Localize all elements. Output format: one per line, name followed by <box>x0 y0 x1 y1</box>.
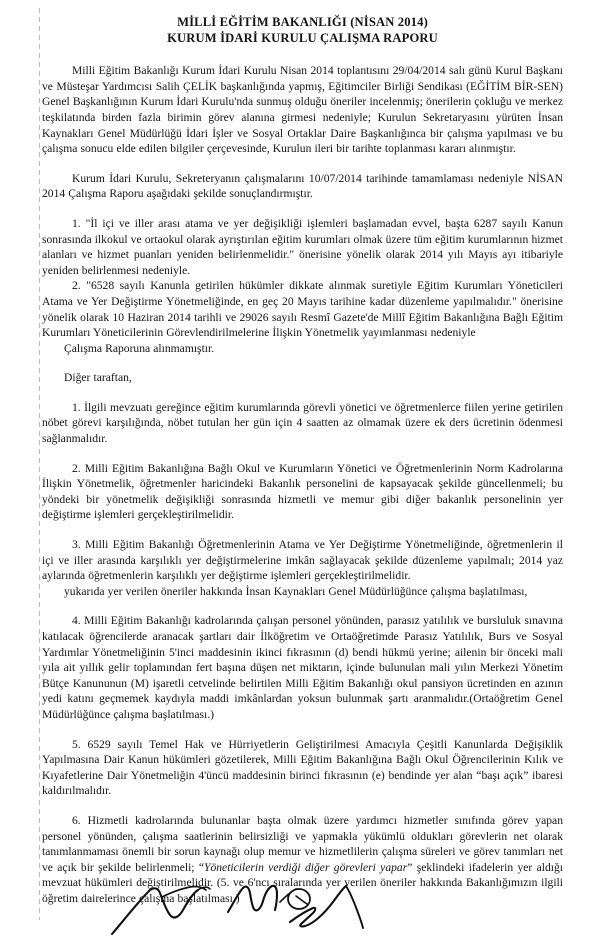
spacer <box>42 356 563 370</box>
paragraph-sub-item-2: 2. Milli Eğitim Bakanlığına Bağlı Okul ve Kurumların Yönetici ve Öğretmenlerinin Norm Kadrolarına İlişkin Yönetmelik, öğretmenler haricindeki Bakanlık personelini de kapsayacak şekilde güncellenmeli; bu yöndeki bir yönetmelik değişikliği sonrasında hizmetli ve memur gibi diğer bakanlık personelinin yer değiştirme işlemleri gerçekleştirilmelidir. <box>42 461 563 522</box>
spacer <box>42 723 563 737</box>
spacer <box>42 523 563 537</box>
page-title <box>42 12 563 46</box>
paragraph-sub-item-5: 5. 6529 sayılı Temel Hak ve Hürriyetlerin Geliştirilmesi Amacıyla Çeşitli Kanunlarda Değişiklik Yapılmasına Dair Kanun hükümleri gözetilerek, Milli Eğitim Bakanlığına Bağlı Okul Öğrencilerinin Kılık ve Kıyafetlerine Dair Yönetmeliğin 4'üncü maddesinin birinci fıkrasının (e) bendinde yer alan “başı açık” ibaresi kaldırılmalıdır. <box>42 737 563 798</box>
paragraph-item-2-tail: Çalışma Raporuna alınmamıştır. <box>64 341 215 355</box>
signature-block <box>110 884 430 937</box>
paragraph-sub-item-3-tail: yukarıda yer verilen öneriler hakkında İnsan Kaynakları Genel Müdürlüğünce çalışma başlatılması, <box>64 584 528 598</box>
scan-edge-artifact <box>39 8 40 920</box>
spacer <box>42 447 563 461</box>
spacer <box>42 599 563 613</box>
signature-strokes <box>110 884 430 937</box>
sub-item-6-text-a: 6. Hizmetli kadrolarında bulunanlar başta olmak üzere yardımcı hizmetler sınıfında görev yapan personel yönünden, çalışma saatlerinin belirsizliği ve yapmakla yükümlü oldukları görevlerin net olarak tanımlanmaması önemli bir sorun kaynağı olup memur ve hizmetlilerin çalışma süreleri ve görev tanımları net ve açık bir şekilde belirlenmeli; “ <box>42 813 563 874</box>
paragraph-item-1: 1. "İl içi ve iller arası atama ve yer değişikliği işlemleri başlamadan evvel, başta 6287 sayılı Kanun sonrasında ilkokul ve ortaokul olarak ayrıştırılan eğitim kurumları olmak üzere tüm eğitim kurumlarının hizmet alanları ve hizmet puanları yeniden belirlenmelidir." önerisine yönelik olarak 2014 yılı Mayıs ayı itibariyle yeniden belirlenmesi nedeniyle. <box>42 216 563 277</box>
paragraph-intro: Milli Eğitim Bakanlığı Kurum İdari Kurulu Nisan 2014 toplantısını 29/04/2014 salı günü Kurul Başkanı ve Müsteşar Yardımcısı Salih ÇELİK başkanlığında yapmış, Eğitimciler Birliği Sendikası (EĞİTİM BİR-SEN) Genel Başkanlığının Kurum İdari Kurulu'nda sunmuş olduğu öneriler incelenmiş; önerilerin çokluğu ve merkez teşkilatında birden fazla birimin görev alanına girmesi nedeniyle; Kurulun Sekretaryasını yürüten İnsan Kaynakları Genel Müdürlüğü İdari İşler ve Sosyal Ortaklar Daire Başkanlığınca bir çalışma yapılması ve bu çalışma sonucu elde edilen bilgiler çerçevesinde, Kurulun ileri bir tarihte toplanması kararı alınmıştır. <box>42 64 563 156</box>
paragraph-transition: Diğer taraftan, <box>64 371 132 385</box>
paragraph-item-2: 2. "6528 sayılı Kanunla getirilen hükümler dikkate alınmak suretiyle Eğitim Kurumları Yöneticileri Atama ve Yer Değiştirme Yönetmeliğinde, en geç 20 Mayıs tarihine kadar düzenleme yapılmalıdır." önerisine yönelik olarak 10 Haziran 2014 tarihli ve 29026 sayılı Resmî Gazete'de Millî Eğitim Bakanlığına Bağlı Eğitim Kurumları Yöneticilerinin Görevlendirilmelerine İlişkin Yönetmelik yayımlanması nedeniyle <box>42 279 563 340</box>
paragraph-conclusion-note: Kurum İdari Kurulu, Sekreteryanın çalışmalarını 10/07/2014 tarihinde tamamlaması nedeniyle NİSAN 2014 Çalışma Raporu aşağıdaki şekilde sonuçlandırmıştır. <box>42 171 563 201</box>
document-body <box>42 12 563 907</box>
spacer <box>42 799 563 813</box>
spacer <box>42 157 563 171</box>
sub-item-6-text-b: ” şeklindeki ifadelerin yer aldığı mevzuat hükümleri değiştirilmelidir. (5. ve 6'ncı sıralarında yer verilen öneriler hakkında Bakanlığımızın ilgili öğretim dairelerince çalışma başlatılması.) <box>42 860 563 905</box>
spacer <box>42 202 563 216</box>
paragraph-sub-item-1: 1. İlgili mevzuatı gereğince eğitim kurumlarında görevli yönetici ve öğretmenlerce fiilen yerine getirilen nöbet görevi karşılığında, nöbet tutulan her gün için 4 saatten az olmamak üzere ek ders ücretinin ödenmesi sağlanmalıdır. <box>42 400 563 446</box>
title-line-1: MİLLİ EĞİTİM BAKANLIĞI (NİSAN 2014) <box>177 15 428 29</box>
sub-item-6-italic-phrase: Yöneticilerin verdiği diğer görevleri yapar <box>204 860 408 874</box>
paragraph-sub-item-3: 3. Milli Eğitim Bakanlığı Öğretmenlerinin Atama ve Yer Değiştirme Yönetmeliğinde, öğretmenlerin il içi ve iller arasında karşılıklı yer değiştirmelerine imkân sağlayacak şekilde düzenleme yapılmalı; 2014 yaz aylarında öğretmenlerin karşılıklı yer değiştirme işlemleri gerçekleştirilmelidir. <box>42 538 563 583</box>
spacer <box>42 46 563 63</box>
spacer <box>42 386 563 400</box>
paragraph-sub-item-4: 4. Milli Eğitim Bakanlığı kadrolarında çalışan personel yönünden, parasız yatılılık ve bursluluk sınavına katılacak öğrencilerde aranacak şartları dair İlköğretim ve Ortaöğretimde Parasız Yatılılık, Burs ve Sosyal Yardımlar Yönetmeliğinin 5'inci maddesinin ikinci fıkrasının (d) bendi hükmü yerine; ailenin bir önceki mali yıla ait yıllık gelir toplamından fert başına düşen net miktarın, içinde bulunulan mali yılın Merkezi Yönetim Bütçe Kanununun (M) işaretli cetvelinde belirtilen Milli Eğitim Bakanlığı okul pansiyon ücretinden en azının yedi katını geçmemek kaydıyla maddi imkânlardan yoksun bulunmak şartı aranmalıdır.(Ortaöğretim Genel Müdürlüğünce çalışma başlatılması.) <box>42 614 563 721</box>
title-line-2: KURUM İDARİ KURULU ÇALIŞMA RAPORU <box>167 30 438 45</box>
